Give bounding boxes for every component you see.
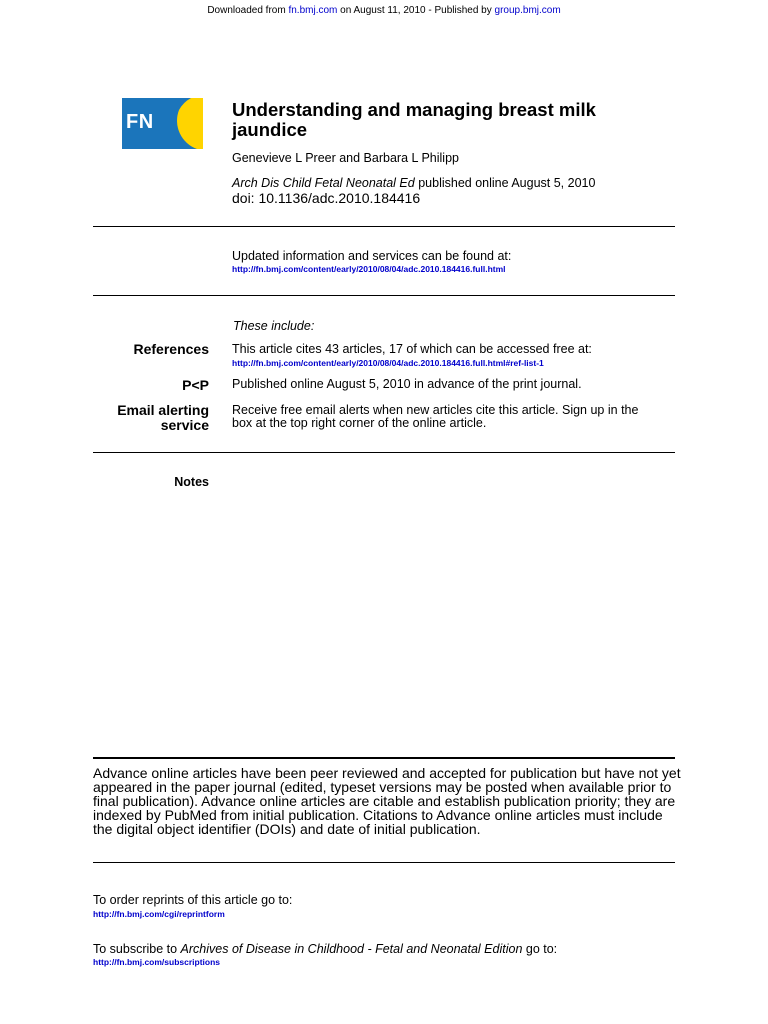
subscribe-link[interactable]: http://fn.bmj.com/subscriptions <box>93 957 221 967</box>
article-title: Understanding and managing breast milk jaundice <box>232 99 596 140</box>
updated-info-link[interactable]: http://fn.bmj.com/content/early/2010/08/04/adc.2010.184416.full.html <box>232 264 506 274</box>
download-notice <box>0 5 768 16</box>
updated-info-text: Updated information and services can be found at: <box>232 249 512 263</box>
article-authors: Genevieve L Preer and Barbara L Philipp <box>232 151 459 165</box>
subscribe-prefix: To subscribe to <box>93 942 181 956</box>
subscribe-suffix: go to: <box>522 942 558 956</box>
references-link[interactable]: http://fn.bmj.com/content/early/2010/08/04/adc.2010.184416.full.html#ref-list-1 <box>232 358 544 368</box>
includes-heading: These include: <box>233 319 315 333</box>
subscribe-journal: Archives of Disease in Childhood - Fetal and Neonatal Edition <box>180 942 523 956</box>
references-text: This article cites 43 articles, 17 of which can be accessed free at: <box>232 342 592 356</box>
download-middle: on August 11, 2010 - Published by <box>337 5 495 16</box>
advance-online-disclaimer: Advance online articles have been peer reviewed and accepted for publication but have not yet appeared in the paper journal (edited, typeset versions may be posted when available prior to final publication). Advance online articles are citable and establish publication priority; they are indexed by PubMed from initial publication. Citations to Advance online articles must include the digital object identifier (DOIs) and date of initial publication. <box>93 765 681 837</box>
group-bmj-link[interactable]: group.bmj.com <box>494 5 561 16</box>
email-label-line2: service <box>160 417 209 433</box>
subscribe-text <box>93 942 557 956</box>
divider <box>93 862 675 863</box>
article-doi: doi: 10.1136/adc.2010.184416 <box>232 190 421 206</box>
reprints-text: To order reprints of this article go to: <box>93 893 293 907</box>
pp-text: Published online August 5, 2010 in advance of the print journal. <box>232 377 582 391</box>
divider <box>93 757 675 759</box>
email-label-line1: Email alerting <box>117 402 209 418</box>
pp-label: P<P <box>182 377 209 393</box>
email-alerting-text: Receive free email alerts when new articles cite this article. Sign up in the box at the top right corner of the online article. <box>232 403 639 430</box>
journal-logo <box>122 98 203 149</box>
divider <box>93 295 675 296</box>
fn-bmj-link[interactable]: fn.bmj.com <box>288 5 338 16</box>
published-date: published online August 5, 2010 <box>414 176 596 190</box>
divider <box>93 226 675 227</box>
publication-line <box>232 176 595 190</box>
journal-name: Arch Dis Child Fetal Neonatal Ed <box>232 176 415 190</box>
reprints-link[interactable]: http://fn.bmj.com/cgi/reprintform <box>93 909 225 919</box>
email-alerting-label <box>9 403 209 433</box>
logo-text: FN <box>126 111 154 133</box>
download-prefix: Downloaded from <box>207 5 289 16</box>
divider <box>93 452 675 453</box>
notes-label: Notes <box>174 475 209 489</box>
references-label: References <box>133 341 209 357</box>
